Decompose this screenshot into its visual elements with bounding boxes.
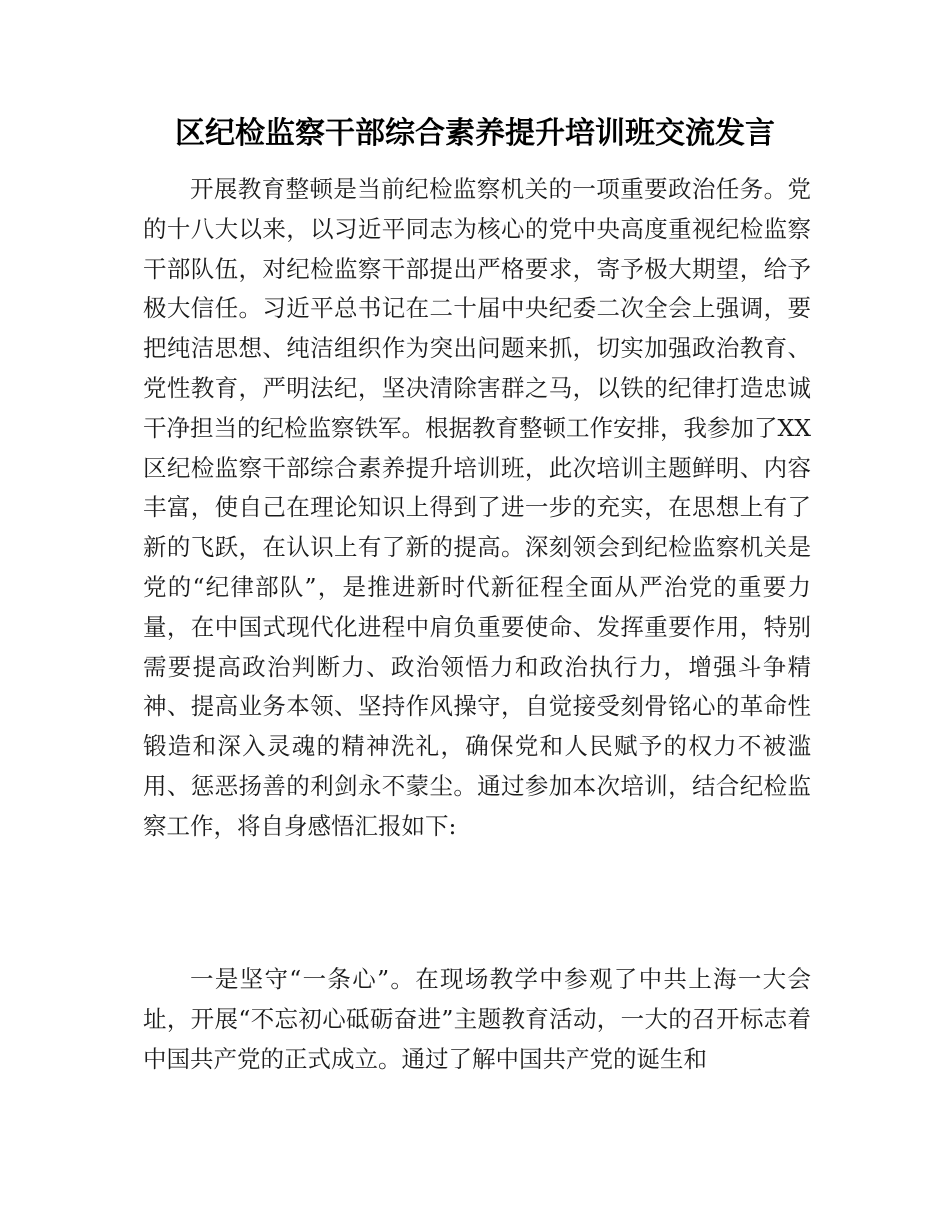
document-title: 区纪检监察干部综合素养提升培训班交流发言: [175, 116, 775, 151]
body-paragraph-point-one: 一是坚守“一条心”。在现场教学中参观了中共上海一大会址，开展“不忘初心砥砺奋进”主题教育活动，一大的召开标志着中国共产党的正式成立。通过了解中国共产党的诞生和: [143, 965, 811, 1073]
body-paragraph-intro: 开展教育整顿是当前纪检监察机关的一项重要政治任务。党的十八大以来，以习近平同志为核心的党中央高度重视纪检监察干部队伍，对纪检监察干部提出严格要求，寄予极大期望，给予极大信任。习近平总书记在二十届中央纪委二次全会上强调，要把纯洁思想、纯洁组织作为突出问题来抓，切实加强政治教育、党性教育，严明法纪，坚决清除害群之马，以铁的纪律打造忠诚干净担当的纪检监察铁军。根据教育整顿工作安排，我参加了XX区纪检监察干部综合素养提升培训班，此次培训主题鲜明、内容丰富，使自己在理论知识上得到了进一步的充实，在思想上有了新的飞跃，在认识上有了新的提高。深刻领会到纪检监察机关是党的“纪律部队”，是推进新时代新征程全面从严治党的重要力量，在中国式现代化进程中肩负重要使命、发挥重要作用，特别需要提高政治判断力、政治领悟力和政治执行力，增强斗争精神、提高业务本领、坚持作风操守，自觉接受刻骨铭心的革命性锻造和深入灵魂的精神洗礼，确保党和人民赋予的权力不被滥用、惩恶扬善的利剑永不蒙尘。通过参加本次培训，结合纪检监察工作，将自身感悟汇报如下:: [143, 175, 811, 840]
